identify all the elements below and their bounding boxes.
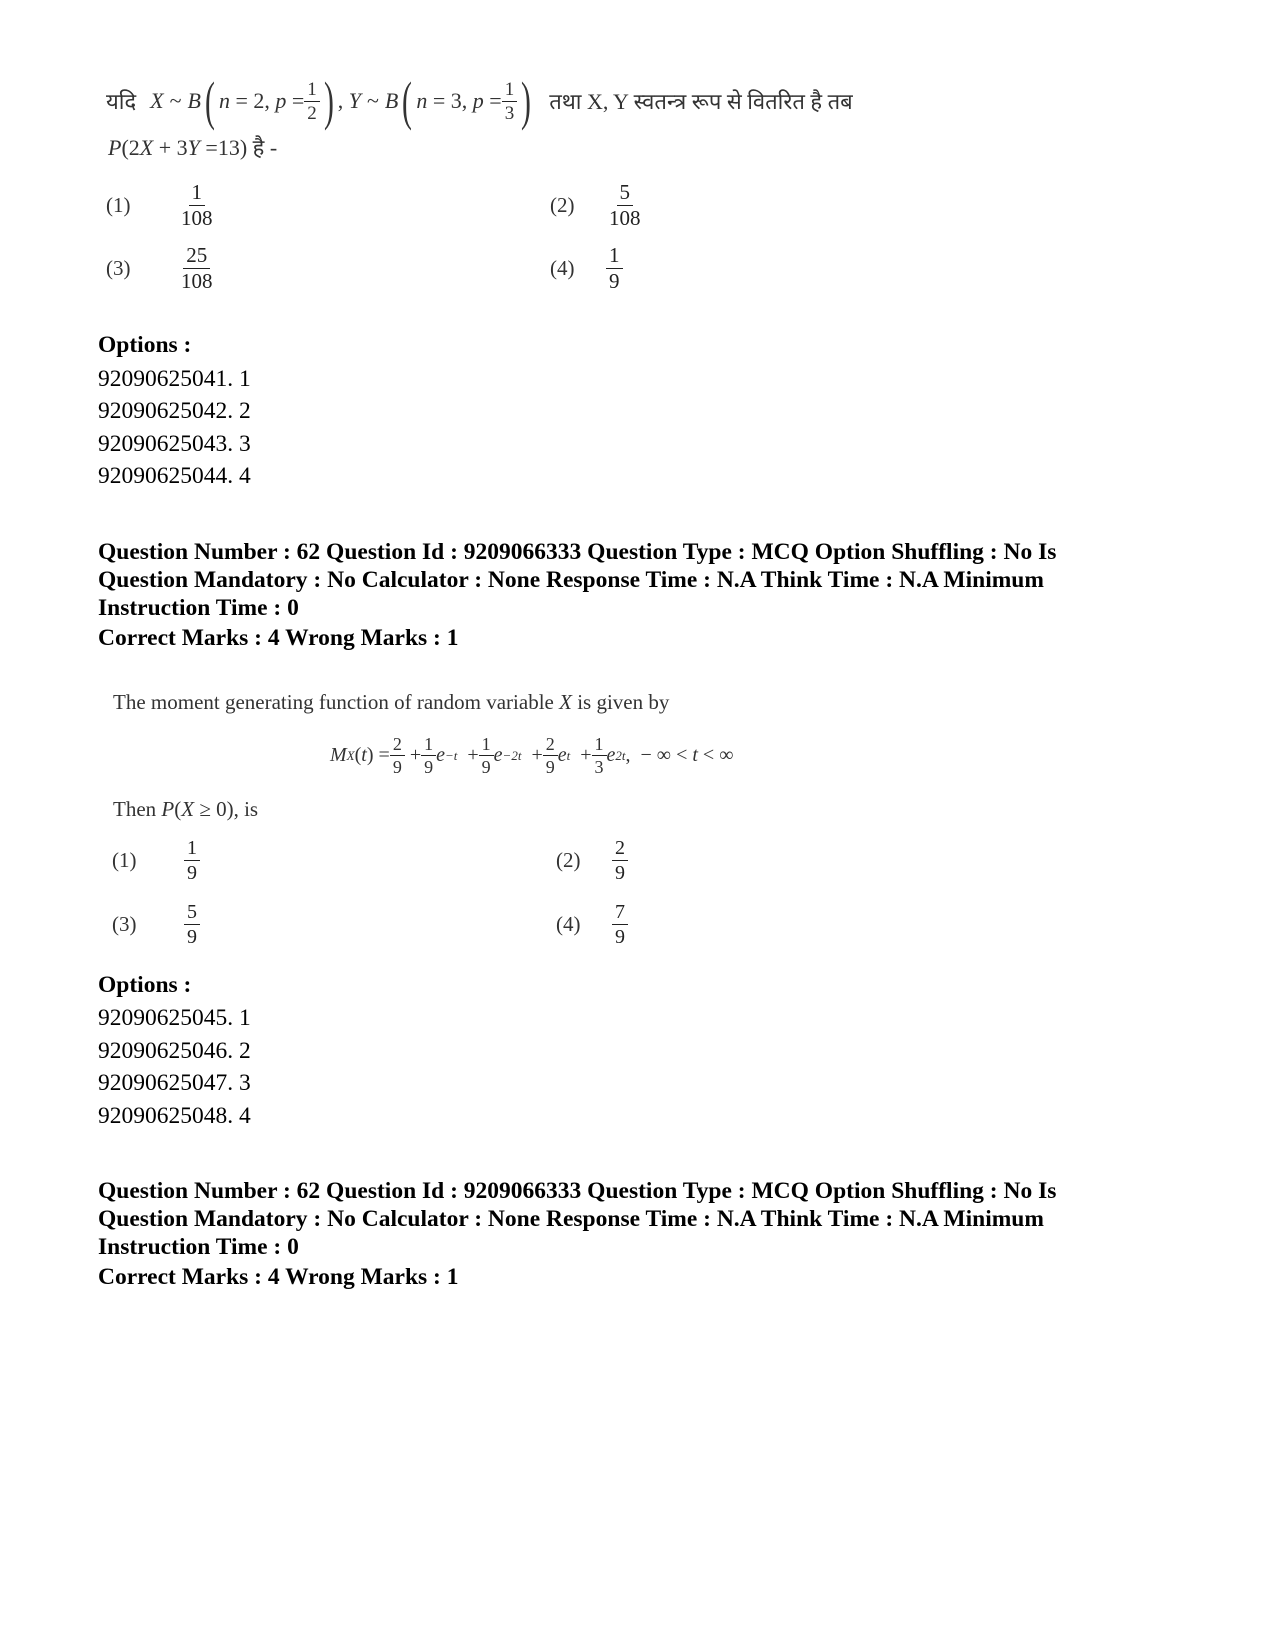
hindi-is: है - [252, 135, 278, 160]
option-line: 92090625048. 4 [98, 1103, 251, 1129]
marks-line: Correct Marks : 4 Wrong Marks : 1 [98, 625, 459, 651]
option-line: 92090625044. 4 [98, 463, 251, 489]
meta-line: Question Number : 62 Question Id : 9209066333 Question Type : MCQ Option Shuffling : No Is [98, 1178, 1057, 1204]
question-61-stem: यदि X ~ B ( n = 2, p = $\frac{1}{2}$ ) , Y ~ B ( n = 3, p = $\frac{1}{3}$ ) तथा X, Y स्वतन्त्र रूप से वितरित है तब [106, 71, 853, 131]
choice-den: 9 [615, 862, 625, 884]
option-line: 92090625042. 2 [98, 398, 251, 424]
option-line: 92090625045. 1 [98, 1005, 251, 1031]
choice-num: 1 [189, 182, 206, 206]
hindi-suffix: तथा X, Y स्वतन्त्र रूप से वितरित है तब [549, 89, 853, 114]
choice-label: (4) [550, 256, 575, 280]
q61-choice-1 [106, 182, 216, 229]
choice-num: 2 [612, 838, 628, 861]
choice-num: 7 [612, 902, 628, 925]
option-line: 92090625046. 2 [98, 1038, 251, 1064]
then-text-end: , is [233, 797, 259, 821]
q62-choice-3 [112, 902, 200, 947]
question-62-stem: The moment generating function of random variable X is given by [113, 690, 670, 714]
choice-label: (3) [112, 912, 137, 936]
choice-label: (2) [550, 193, 575, 217]
mgf-equation: M X ( t ) = $\frac{2}{9}$ + $\frac{1}{9}$ e −t + $\frac{1}{9}$ e −2t + $\frac{2}{9}$ e t + $\frac{1}{3}$ e 2t , − ∞ < t < ∞ [330, 734, 734, 777]
hindi-prefix: यदि [106, 89, 137, 114]
q62-choice-2 [556, 838, 628, 883]
choice-den: 9 [187, 926, 197, 948]
meta-line: Question Mandatory : No Calculator : None Response Time : N.A Think Time : N.A Minimum [98, 567, 1044, 593]
meta-line: Instruction Time : 0 [98, 1234, 299, 1260]
choice-num: 25 [183, 245, 210, 269]
q61-choice-2 [550, 182, 644, 229]
q61-choice-4 [550, 245, 623, 292]
options-title: Options : [98, 332, 192, 358]
marks-line: Correct Marks : 4 Wrong Marks : 1 [98, 1264, 459, 1290]
choice-num: 1 [606, 245, 623, 269]
choice-label: (1) [112, 848, 137, 872]
choice-den: 9 [187, 862, 197, 884]
choice-den: 9 [609, 269, 620, 293]
then-text: Then [113, 797, 157, 821]
q62-choice-4 [556, 902, 628, 947]
choice-num: 5 [617, 182, 634, 206]
choice-label: (4) [556, 912, 581, 936]
option-line: 92090625043. 3 [98, 431, 251, 457]
choice-den: 108 [609, 206, 641, 230]
choice-num: 5 [184, 902, 200, 925]
choice-den: 108 [181, 206, 213, 230]
choice-num: 1 [184, 838, 200, 861]
options-title: Options : [98, 972, 192, 998]
meta-line: Question Mandatory : No Calculator : None Response Time : N.A Think Time : N.A Minimum [98, 1206, 1044, 1232]
stem-text: The moment generating function of random variable [113, 690, 554, 714]
question-meta [98, 538, 1188, 622]
meta-line: Instruction Time : 0 [98, 595, 299, 621]
option-line: 92090625047. 3 [98, 1070, 251, 1096]
choice-den: 9 [615, 926, 625, 948]
question-62-then: Then P(X ≥ 0), is [113, 797, 259, 821]
choice-label: (2) [556, 848, 581, 872]
stem-text-end: is given by [577, 690, 670, 714]
q61-choice-3 [106, 245, 216, 292]
choice-label: (3) [106, 256, 131, 280]
question-meta [98, 1177, 1188, 1261]
question-61-stem-line2: P(2X + 3Y =13) है - [108, 135, 278, 160]
option-line: 92090625041. 1 [98, 366, 251, 392]
choice-den: 108 [181, 269, 213, 293]
choice-label: (1) [106, 193, 131, 217]
q62-choice-1 [112, 838, 200, 883]
meta-line: Question Number : 62 Question Id : 9209066333 Question Type : MCQ Option Shuffling : No Is [98, 539, 1057, 565]
